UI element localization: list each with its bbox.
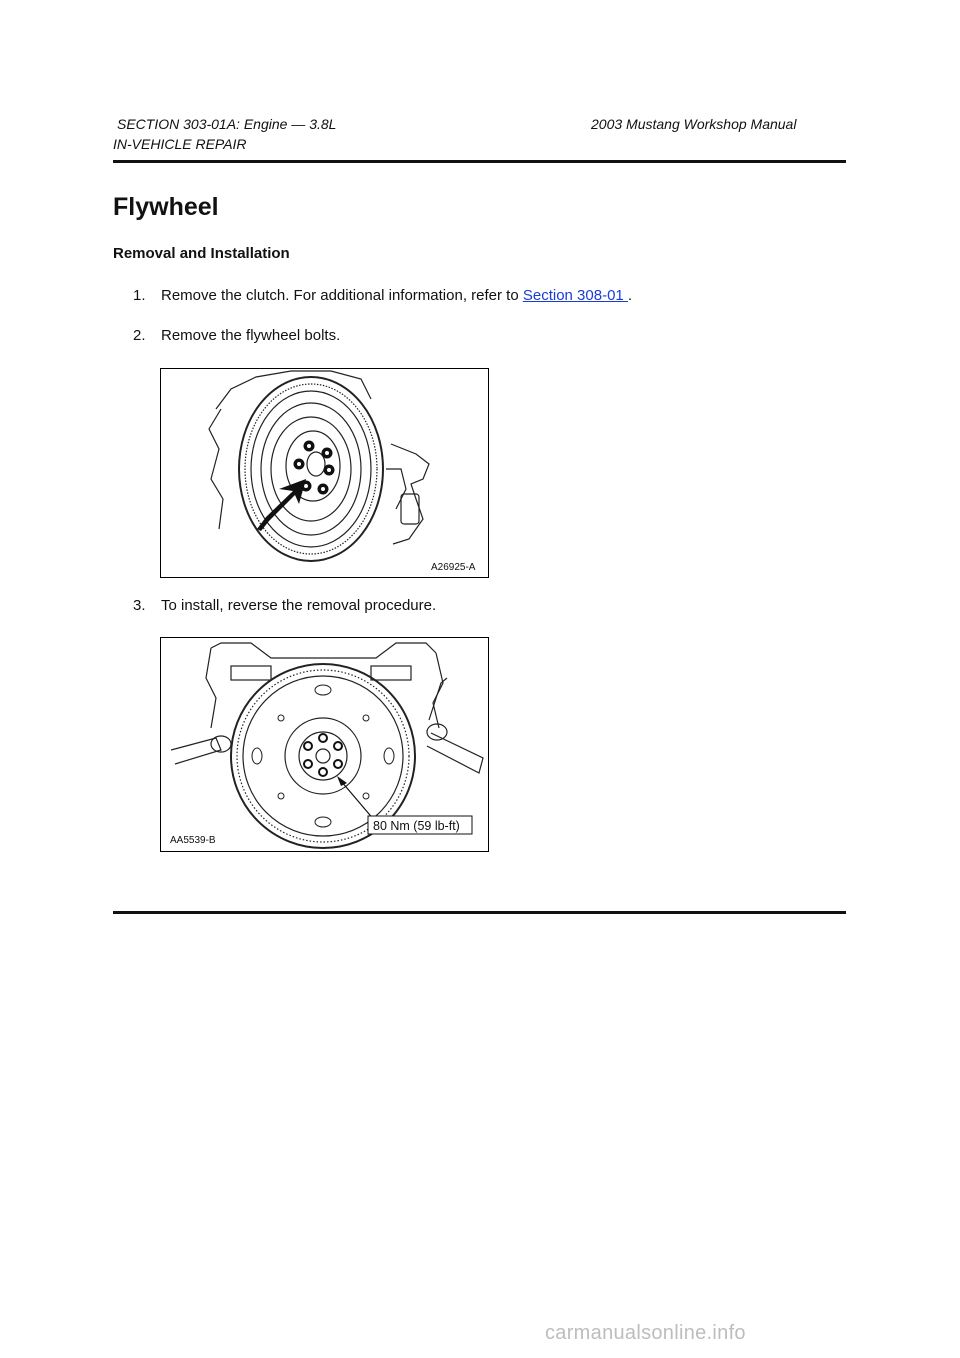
bottom-rule xyxy=(113,911,846,914)
step-text: Remove the flywheel bolts. xyxy=(161,327,341,344)
flywheel-installation-illustration xyxy=(161,638,488,851)
figure-flywheel-bolts xyxy=(160,368,489,578)
step-text-end: . xyxy=(627,287,633,304)
flywheel-removal-illustration xyxy=(161,369,488,577)
figure-id-label: A26925-A xyxy=(431,562,476,573)
step-number: 3. xyxy=(133,597,146,614)
header-category: IN-VEHICLE REPAIR xyxy=(113,136,247,152)
step-text: Remove the clutch. For additional information, refer to xyxy=(161,287,523,304)
figure-id-label: AA5539-B xyxy=(170,835,216,846)
procedure-subtitle: Removal and Installation xyxy=(113,245,290,262)
section-308-01-link[interactable]: Section 308-01 xyxy=(522,287,628,304)
header-section: SECTION 303-01A: Engine — 3.8L xyxy=(117,116,337,132)
step-1 xyxy=(133,287,632,304)
step-3 xyxy=(133,597,436,614)
torque-callout: 80 Nm (59 lb-ft) xyxy=(373,819,460,833)
figure-flywheel-torque xyxy=(160,637,489,852)
step-number: 2. xyxy=(133,327,146,344)
watermark: carmanualsonline.info xyxy=(545,1322,746,1344)
page-title: Flywheel xyxy=(113,193,219,221)
step-number: 1. xyxy=(133,287,146,304)
step-2 xyxy=(133,327,340,344)
step-text: To install, reverse the removal procedure. xyxy=(161,597,437,614)
top-rule xyxy=(113,160,846,163)
header-manual-title: 2003 Mustang Workshop Manual xyxy=(591,116,797,132)
